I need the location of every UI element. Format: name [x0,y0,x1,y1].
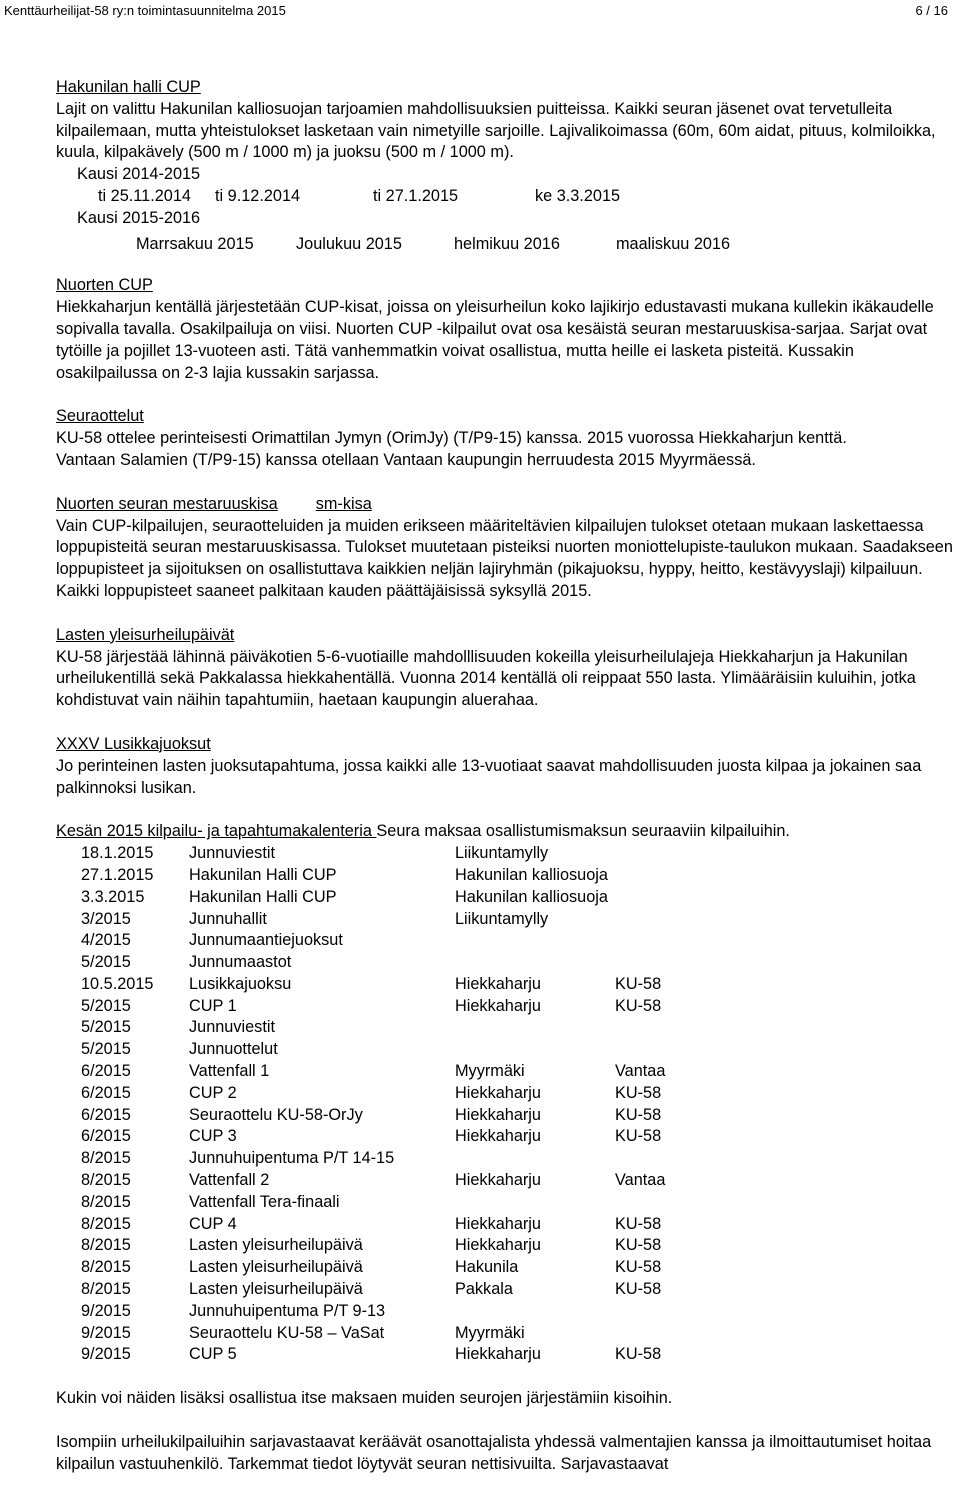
event-name: CUP 3 [189,1127,237,1146]
event-organizer: KU-58 [615,1083,662,1102]
event-name: Junnuhallit [189,909,267,928]
event-organizer [615,865,715,887]
event-organizer [615,952,715,974]
title-main: Nuorten seuran mestaruuskisa [56,494,278,513]
event-place [455,1148,615,1170]
calendar-row [81,1105,956,1127]
event-name: CUP 2 [189,1083,237,1102]
calendar-title: Kesän 2015 kilpailu- ja tapahtumakalenteria [56,822,377,841]
event-name: Junnuhuipentuma P/T 9-13 [189,1301,386,1320]
event-place: Hiekkaharju [455,1345,541,1364]
section-title: Nuorten CUP [56,276,153,295]
date-cell: ti 25.11.2014 [98,186,191,205]
month-cell: maaliskuu 2016 [616,234,731,253]
calendar-row [81,930,956,952]
event-organizer [615,1301,715,1323]
event-place [455,952,615,974]
event-date: 10.5.2015 [81,974,154,993]
event-date: 27.1.2015 [81,865,154,884]
event-date: 5/2015 [81,1040,131,1059]
event-organizer: KU-58 [615,1258,662,1277]
event-organizer [615,930,715,952]
calendar-row [81,1061,956,1083]
date-cell: ti 27.1.2015 [373,186,459,205]
event-date: 8/2015 [81,1258,131,1277]
paragraph: Vantaan Salamien (T/P9-15) kanssa otellaan Vantaan kaupungin herruudesta 2015 Myyrmäessä. [56,450,756,469]
month-cell: helmikuu 2016 [454,234,560,253]
event-date: 9/2015 [81,1301,131,1320]
event-place [455,1039,615,1061]
calendar-row [81,1214,956,1236]
calendar-row [81,865,956,887]
event-place: Liikuntamylly [455,909,549,928]
event-organizer: KU-58 [615,1127,662,1146]
event-date: 9/2015 [81,1323,131,1342]
event-name: Lasten yleisurheilupäivä [189,1258,363,1277]
event-organizer: KU-58 [615,996,662,1015]
event-date: 8/2015 [81,1149,131,1168]
event-place: Hiekkaharju [455,1171,541,1190]
section-nuorten-cup [56,275,956,384]
event-place [455,1017,615,1039]
event-name: Junnuottelut [189,1040,278,1059]
event-date: 8/2015 [81,1171,131,1190]
section-title: Hakunilan halli CUP [56,78,201,96]
event-organizer [615,1039,715,1061]
event-place: Hiekkaharju [455,1236,541,1255]
season-dates [56,186,956,208]
paragraph: KU-58 ottelee perinteisesti Orimattilan Jymyn (OrimJy) (T/P9-15) kanssa. 2015 vuorossa Hiekkaharjun kenttä. [56,429,847,448]
section-mestaruuskisa [56,494,956,603]
event-date: 8/2015 [81,1280,131,1299]
season-label: Kausi 2014-2015 [77,165,201,184]
event-date: 6/2015 [81,1062,131,1081]
event-date: 5/2015 [81,1018,131,1037]
calendar-row [81,1192,956,1214]
date-cell: ke 3.3.2015 [535,186,621,205]
event-name: Junnuhuipentuma P/T 14-15 [189,1149,395,1168]
event-place: Hakunilan kalliosuoja [455,865,608,884]
calendar-row [81,1235,956,1257]
event-name: Vattenfall 2 [189,1171,270,1190]
calendar-row [81,1323,956,1345]
event-name: Junnumaastot [189,953,292,972]
season-label: Kausi 2015-2016 [77,208,201,227]
paragraph: Jo perinteinen lasten juoksutapahtuma, jossa kaikki alle 13-vuotiaat saavat mahdollisuuden juosta kilpaa ja jokainen saa palkinnoksi lusikan. [56,756,922,797]
calendar-row [81,974,956,996]
event-organizer [615,1017,715,1039]
month-cell: Joulukuu 2015 [296,234,402,253]
paragraph: Hiekkaharjun kentällä järjestetään CUP-kisat, joissa on yleisurheilun koko lajikirjo edustavasti mukana kullekin ikäkaudelle sopivalla tavalla. Osakilpailuja on viisi. Nuorten CUP -kilpailut ovat osa kesäistä seuran mestaruuskisa-sarjaa. Sarjat ovat tytöille ja pojillet 13-vuoteen asti. Tätä vanhemmatkin voivat osallistua, mutta heille ei lasketa pisteitä. Kussakin osakilpailussa on 2-3 lajia kussakin sarjassa. [56,298,934,382]
event-place [455,930,615,952]
paragraph: Isompiin urheilukilpailuihin sarjavastaavat keräävät osanottajalista yhdessä valmentajien kanssa ja ilmoittautumiset hoitaa kilpailun vastuuhenkilö. Tarkemmat tiedot löytyvät seuran nettisivuilta. Sarjavastaavat [56,1433,932,1473]
event-organizer: KU-58 [615,1214,662,1233]
date-cell: ti 9.12.2014 [215,186,301,205]
event-date: 6/2015 [81,1105,131,1124]
event-organizer: KU-58 [615,1105,662,1124]
calendar-row [81,1279,956,1301]
event-name: CUP 5 [189,1345,237,1364]
event-place: Myyrmäki [455,1062,525,1081]
section-hakunila [56,77,956,255]
document-title: Kenttäurheilijat-58 ry:n toimintasuunnitelma 2015 [4,3,286,18]
event-organizer [615,1192,715,1214]
event-name: Vattenfall Tera-finaali [189,1192,340,1211]
event-name: Vattenfall 1 [189,1062,270,1081]
event-date: 8/2015 [81,1236,131,1255]
event-place: Hiekkaharju [455,1214,541,1233]
month-cell: Marrsakuu 2015 [136,234,254,253]
event-name: CUP 1 [189,996,237,1015]
event-name: CUP 4 [189,1214,237,1233]
event-organizer [615,1323,715,1345]
event-name: Lusikkajuoksu [189,974,292,993]
title-sm: sm-kisa [315,494,372,513]
calendar-row [81,952,956,974]
event-place [455,1301,615,1323]
document-body [56,77,956,1476]
event-place: Hakunila [455,1258,519,1277]
section-lasten [56,625,956,712]
event-organizer [615,1148,715,1170]
calendar-row [81,1257,956,1279]
event-place: Hakunilan kalliosuoja [455,887,608,906]
event-place: Hiekkaharju [455,1127,541,1146]
event-date: 4/2015 [81,931,131,950]
calendar-row [81,843,956,865]
calendar-row [81,909,956,931]
event-date: 8/2015 [81,1192,131,1211]
page-number: 6 / 16 [915,3,948,18]
event-organizer: KU-58 [615,1236,662,1255]
event-name: Junnumaantiejuoksut [189,931,343,950]
paragraph: Vain CUP-kilpailujen, seuraotteluiden ja muiden erikseen määriteltävien kilpailujen tulokset otetaan mukaan laskettaessa loppupisteitä seuran mestaruuskisassa. Tulokset muutetaan pisteiksi nuorten moniottelupiste-taulukon mukaan. Saadakseen loppupisteet ja sijoituksen on osallistuttava kaikkien neljän lajiryhmän (pikajuoksu, hyppy, heitto, kestävyyslaji) kilpailuun. Kaikki loppupisteet saaneet palkitaan kauden päättäjäisissä syksyllä 2015. [56,516,953,600]
calendar-row [81,1017,956,1039]
event-organizer: Vantaa [615,1062,666,1081]
calendar-row [81,1148,956,1170]
event-place: Liikuntamylly [455,844,549,863]
season-months [56,234,956,256]
event-date: 3.3.2015 [81,887,145,906]
event-name: Seuraottelu KU-58 – VaSat [189,1323,385,1342]
event-date: 3/2015 [81,909,131,928]
section-seuraottelut [56,406,956,471]
event-date: 8/2015 [81,1214,131,1233]
event-organizer: KU-58 [615,974,662,993]
calendar-row [81,1344,956,1366]
section-title: Seuraottelut [56,407,144,426]
event-name: Hakunilan Halli CUP [189,887,337,906]
event-organizer [615,909,715,931]
event-date: 5/2015 [81,953,131,972]
paragraph: Kukin voi näiden lisäksi osallistua itse maksaen muiden seurojen järjestämiin kisoihin. [56,1389,673,1408]
event-place [455,1192,615,1214]
event-organizer [615,843,715,865]
event-organizer [615,887,715,909]
event-name: Junnuviestit [189,844,275,863]
event-date: 5/2015 [81,996,131,1015]
event-name: Lasten yleisurheilupäivä [189,1236,363,1255]
event-place: Myyrmäki [455,1323,525,1342]
event-name: Junnuviestit [189,1018,275,1037]
event-name: Seuraottelu KU-58-OrJy [189,1105,363,1124]
calendar-row [81,1039,956,1061]
event-place: Pakkala [455,1280,513,1299]
calendar-row [81,1170,956,1192]
event-organizer: KU-58 [615,1345,662,1364]
calendar-row [81,887,956,909]
event-date: 6/2015 [81,1083,131,1102]
calendar-row [81,1083,956,1105]
event-date: 9/2015 [81,1345,131,1364]
paragraph: KU-58 järjestää lähinnä päiväkotien 5-6-vuotiaille mahdolllisuuden kokeilla yleisurheilulajeja Hiekkaharjun ja Hakunilan urheilukentillä sekä Pakkalassa hiekkahentällä. Vuonna 2014 kentällä oli reippaat 550 lasta. Ylimääräisiin kuluihin, jotka kohdistuvat vain näihin tapahtumiin, haetaan kaupungin aluerahaa. [56,647,916,710]
paragraph: Lajit on valittu Hakunilan kalliosuojan tarjoamien mahdollisuuksien puitteissa. Kaikki seuran jäsenet ovat tervetulleita kilpailemaan, mutta yhteistulokset lasketaan vain nimetyille sarjoille. Lajivalikoimassa (60m, 60m aidat, pituus, kolmiloikka, kuula, kilpakävely (500 m / 1000 m) ja juoksu (500 m / 1000 m). [56,99,936,162]
calendar-row [81,996,956,1018]
event-name: Lasten yleisurheilupäivä [189,1280,363,1299]
event-place: Hiekkaharju [455,1105,541,1124]
page-header [0,0,960,22]
section-title [56,821,956,843]
section-lusikka [56,734,956,799]
event-date: 18.1.2015 [81,844,154,863]
calendar-row [81,1301,956,1323]
event-organizer: Vantaa [615,1171,666,1190]
calendar-subtitle: Seura maksaa osallistumismaksun seuraaviin kilpailuihin. [376,822,790,841]
event-name: Hakunilan Halli CUP [189,865,337,884]
calendar-row [81,1126,956,1148]
section-title [56,494,956,516]
event-organizer: KU-58 [615,1280,662,1299]
section-title: Lasten yleisurheilupäivät [56,625,235,644]
event-place: Hiekkaharju [455,1083,541,1102]
event-date: 6/2015 [81,1127,131,1146]
section-kalenteri [56,821,956,1366]
section-title: XXXV Lusikkajuoksut [56,734,211,753]
event-place: Hiekkaharju [455,996,541,1015]
calendar-table [81,843,956,1366]
event-place: Hiekkaharju [455,974,541,993]
